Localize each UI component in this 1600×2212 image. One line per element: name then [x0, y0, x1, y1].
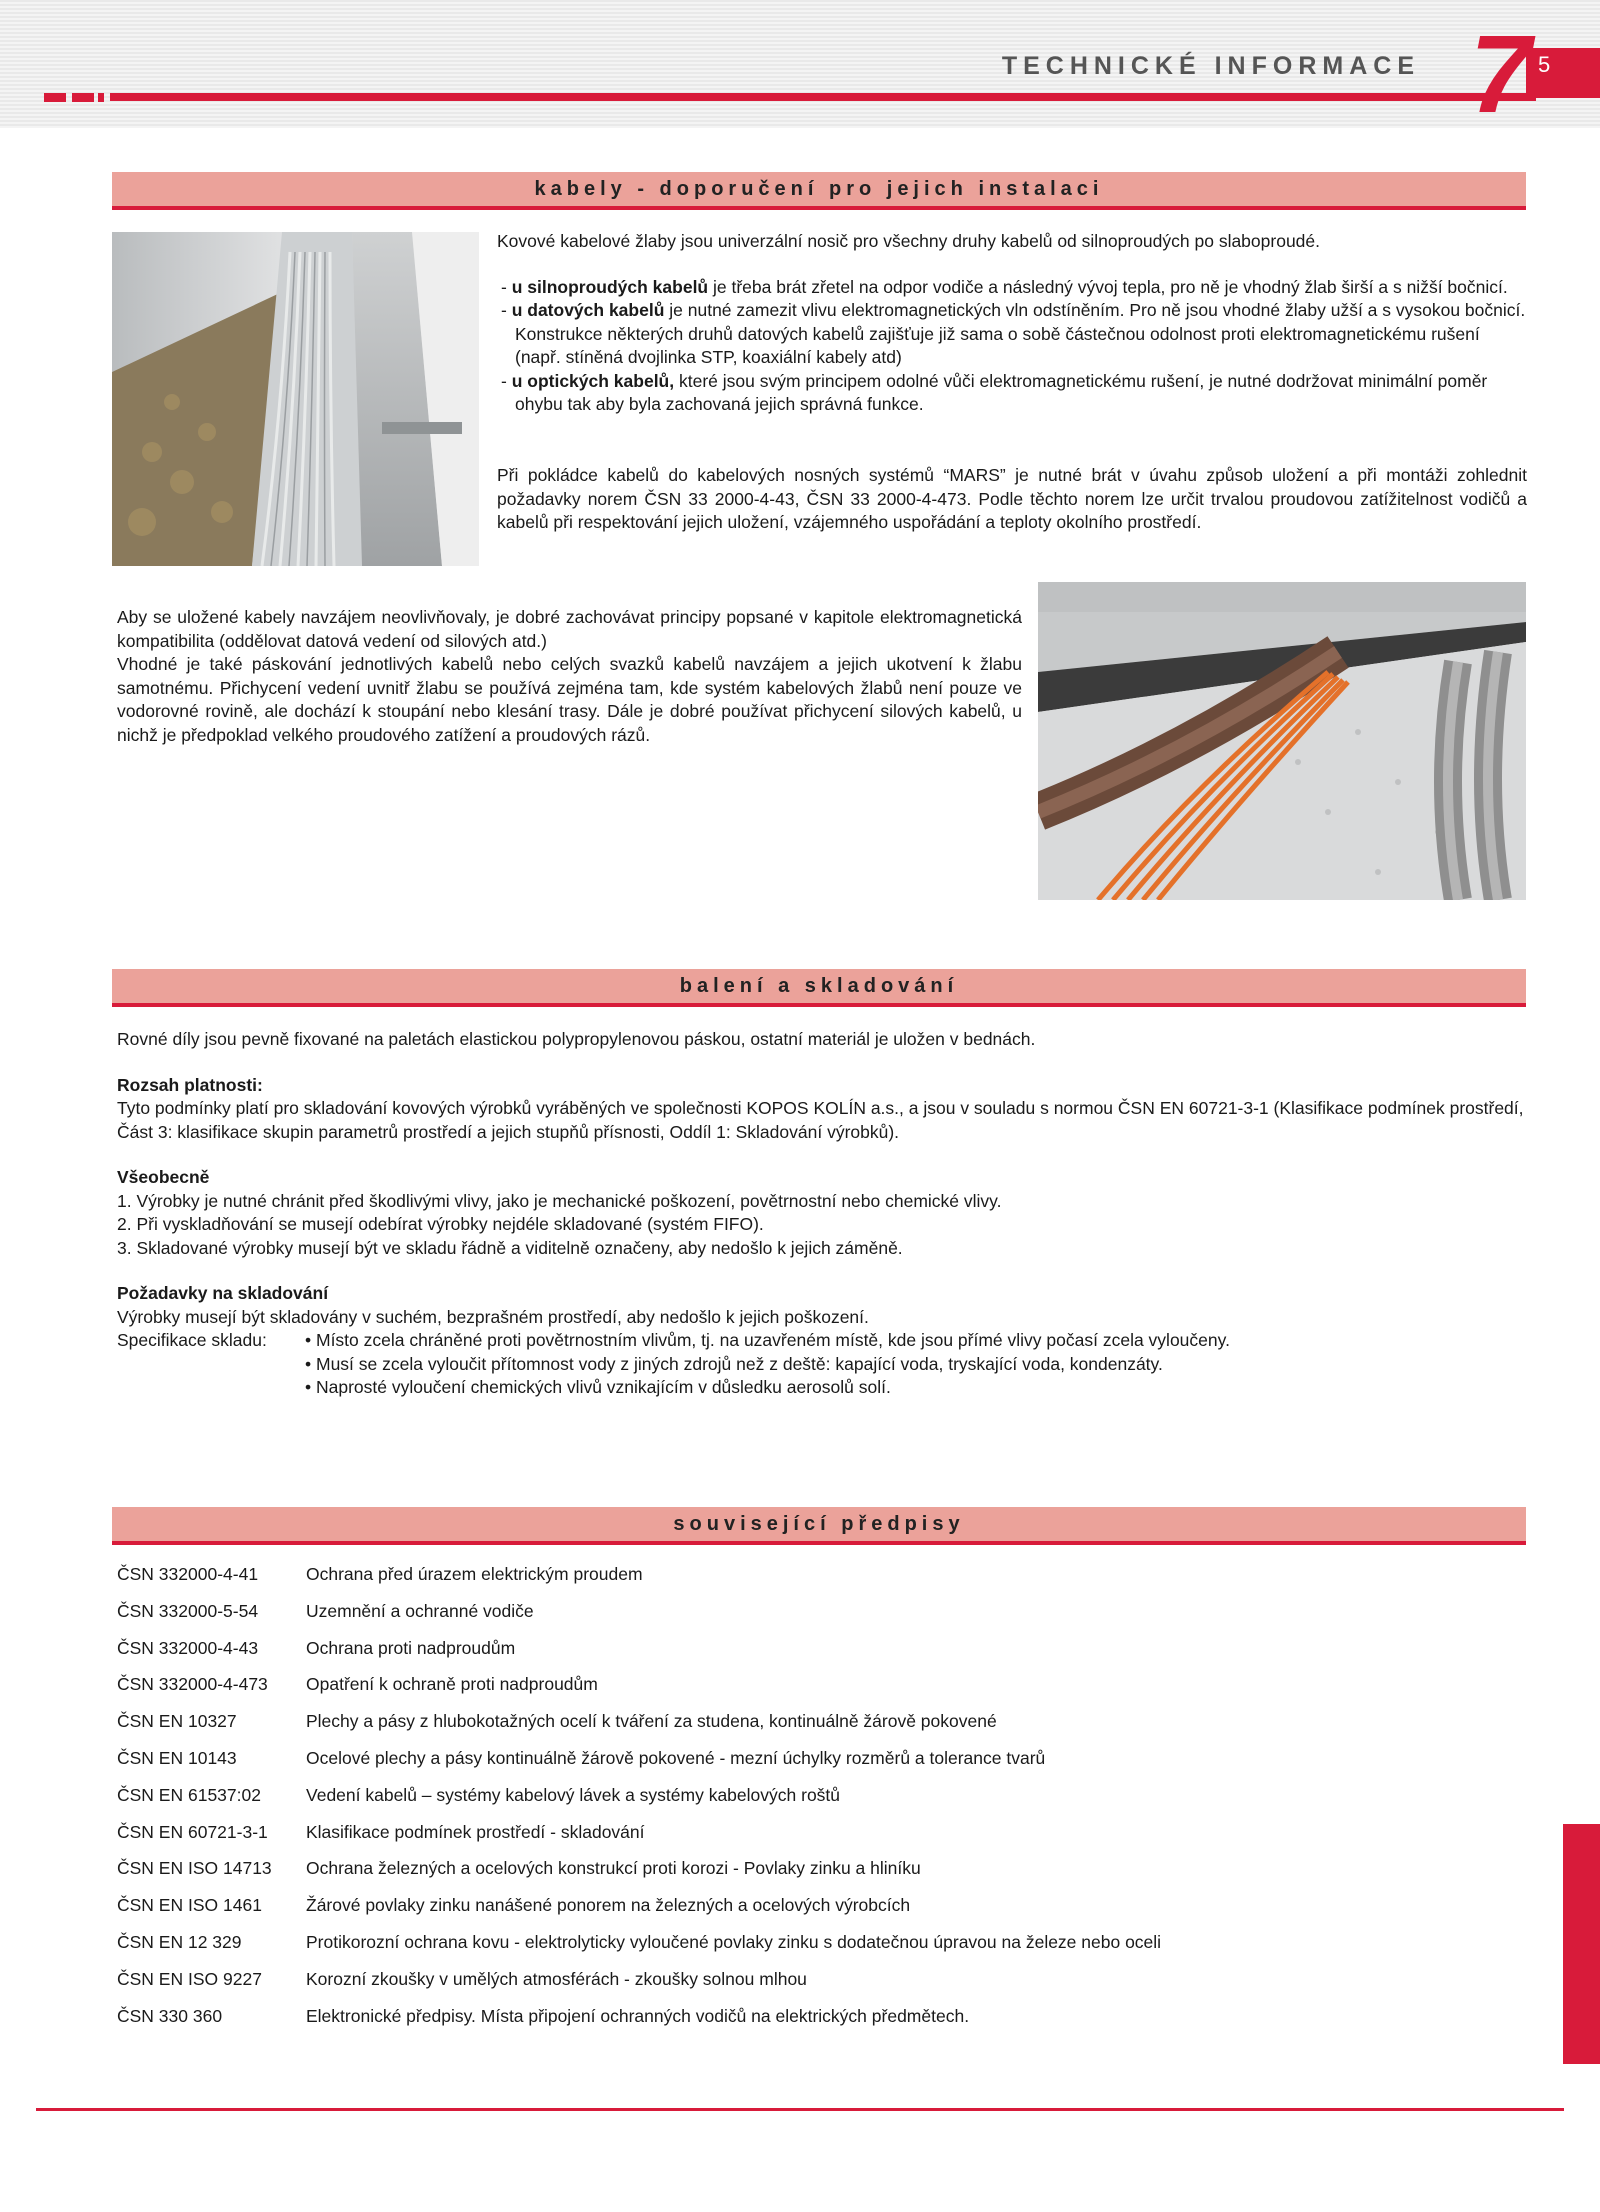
spec-item: • Musí se zcela vyloučit přítomnost vody z jiných zdrojů než z deště: kapající voda, tryskající voda, kondenzáty.	[305, 1353, 1163, 1374]
general-item: 3. Skladované výrobky musejí být ve skladu řádně a viditelně označeny, aby nedošlo k jejich záměně.	[117, 1237, 903, 1258]
standard-code: ČSN EN 12 329	[117, 1932, 242, 1952]
standard-code: ČSN EN 61537:02	[117, 1784, 261, 1805]
requirements-heading: Požadavky na skladování	[117, 1283, 329, 1303]
scope-heading: Rozsah platnosti:	[117, 1074, 263, 1095]
standard-description: Elektronické předpisy. Místa připojení ochranných vodičů na elektrických předmětech.	[306, 2005, 970, 2026]
spec-item: • Místo zcela chráněné proti povětrnostním vlivům, tj. na uzavřeném místě, kde jsou přímé vlivy počasí zcela vyloučeny.	[305, 1330, 1230, 1350]
norms-paragraph: Při pokládce kabelů do kabelových nosných systémů “MARS” je nutné brát v úvahu způsob uložení a při montáži zohlednit požadavky norem ČSN 33 2000-4-43, ČSN 33 2000-4-473. Podle těchto norem lze určit trvalou proudovou zatížitelnost vodičů a kabelů při respektování jejich uložení, vzájemného uspořádání a teploty okolního prostředí.	[497, 465, 1527, 532]
standard-code: ČSN EN ISO 9227	[117, 1968, 262, 1989]
emc-paragraph: Aby se uložené kabely navzájem neovlivňovaly, je dobré zachovávat principy popsané v kapitole elektromagnetická kompatibilita (oddělovat datová vedení od silových atd.)	[117, 607, 1022, 651]
scope-text: Tyto podmínky platí pro skladování kovových výrobků vyráběných ve společnosti KOPOS KOLÍN a.s., a jsou v souladu s normou ČSN EN 60721-3-1 (Klasifikace podmínek prostředí, Část 3: klasifikace skupin parametrů prostředí a jejich stupňů přísnosti, Oddíl 1: Skladování výrobků).	[117, 1098, 1524, 1142]
fastening-paragraph: Vhodné je také páskování jednotlivých kabelů nebo celých svazků kabelů navzájem a jejich ukotvení k žlabu samotnému. Přichycení vedení uvnitř žlabu se používá zejména tam, kde systém kabelových žlabů není pouze ve vodorovné rovině, ale dochází k stoupání nebo klesání trasy. Dále je dobré používat přichycení silových kabelů, u nichž je předpoklad velkého proudového zatížení a proudových rázů.	[117, 654, 1022, 745]
standard-description: Opatření k ochraně proti nadproudům	[306, 1674, 598, 1695]
general-item: 2. Při vyskladňování se musejí odebírat výrobky nejdéle skladované (systém FIFO).	[117, 1214, 764, 1234]
packaging-intro: Rovné díly jsou pevně fixované na paletách elastickou polypropylenovou páskou, ostatní materiál je uložen v bednách.	[117, 1029, 1036, 1049]
standard-description: Plechy a pásy z hlubokotažných ocelí k tváření za studena, kontinuálně žárově pokovené	[306, 1711, 997, 1732]
standard-code: ČSN 332000-4-41	[117, 1564, 259, 1584]
standard-description: Ochrana před úrazem elektrickým proudem	[306, 1564, 643, 1584]
spec-item: • Naprosté vyloučení chemických vlivů vznikajícím v důsledku aerosolů solí.	[305, 1377, 891, 1397]
cable-tray-photo	[112, 232, 479, 566]
standard-description: Uzemnění a ochranné vodiče	[306, 1600, 534, 1621]
standard-description: Protikorozní ochrana kovu - elektrolyticky vyloučené povlaky zinku s dodatečnou úpravou na železe nebo oceli	[306, 1932, 1162, 1952]
general-item: 1. Výrobky je nutné chránit před škodlivými vlivy, jako je mechanické poškození, povětrnostní nebo chemické vlivy.	[117, 1190, 1002, 1211]
side-tab	[1563, 1824, 1600, 2064]
list-item: - u optických kabelů, které jsou svým principem odolné vůči elektromagnetickému rušení, je nutné dodržovat minimální poměr ohybu tak aby byla zachovaná jejich správná funkce.	[501, 370, 1488, 414]
standard-description: Ocelové plechy a pásy kontinuálně žárově pokovené - mezní úchylky rozměrů a tolerance tvarů	[306, 1748, 1046, 1768]
standard-code: ČSN EN 60721-3-1	[117, 1821, 268, 1842]
standard-code: ČSN 332000-4-43	[117, 1637, 259, 1658]
standard-code: ČSN 332000-4-473	[117, 1674, 268, 1695]
section-header-regulations: související předpisy	[112, 1507, 1526, 1545]
list-item: - u datových kabelů je nutné zamezit vlivu elektromagnetických vln odstíněním. Pro ně jsou vhodné žlaby užší a s vysokou bočnicí. Konstrukce některých druhů datových kabelů zajišťuje již sama o sobě částečnou odolnost proti elektromagnetickému rušení (např. stíněná dvojlinka STP, koaxiální kabely atd)	[501, 300, 1526, 367]
header-decor-square	[98, 93, 104, 102]
section-header-packaging: balení a skladování	[112, 969, 1526, 1007]
requirements-text: Výrobky musejí být skladovány v suchém, bezprašném prostředí, aby nedošlo k jejich poškození.	[117, 1306, 869, 1327]
header-decor-square	[44, 93, 66, 102]
standard-code: ČSN EN 10143	[117, 1748, 237, 1768]
page-title: TECHNICKÉ INFORMACE	[1001, 52, 1420, 80]
header-rule	[110, 93, 1536, 101]
general-heading: Všeobecně	[117, 1167, 210, 1187]
header-decor-square	[72, 93, 94, 102]
footer-rule	[36, 2108, 1564, 2111]
list-item: - u silnoproudých kabelů je třeba brát zřetel na odpor vodiče a následný vývoj tepla, pro ně je vhodný žlab širší a s nižší bočnicí.	[501, 276, 1508, 297]
standard-code: ČSN EN 10327	[117, 1711, 237, 1732]
standard-description: Ochrana proti nadproudům	[306, 1637, 516, 1658]
standard-code: ČSN 332000-5-54	[117, 1600, 259, 1621]
spec-label: Specifikace skladu:	[117, 1330, 267, 1350]
intro-paragraph: Kovové kabelové žlaby jsou univerzální nosič pro všechny druhy kabelů od silnoproudých po slaboproudé.	[497, 231, 1321, 251]
standard-description: Ochrana železných a ocelových konstrukcí proti korozi - Povlaky zinku a hliníku	[306, 1858, 921, 1879]
standard-code: ČSN EN ISO 1461	[117, 1895, 262, 1916]
standard-description: Vedení kabelů – systémy kabelový lávek a systémy kabelových roštů	[306, 1784, 841, 1805]
page-number: 5	[1538, 52, 1551, 77]
section-header-cables: kabely - doporučení pro jejich instalaci	[112, 172, 1526, 210]
standard-description: Žárové povlaky zinku nanášené ponorem na železných a ocelových výrobcích	[306, 1895, 911, 1916]
standard-description: Klasifikace podmínek prostředí - skladování	[306, 1821, 645, 1842]
standard-code: ČSN 330 360	[117, 2005, 223, 2026]
chapter-number: 7	[1470, 13, 1532, 136]
standard-description: Korozní zkoušky v umělých atmosférách - zkoušky solnou mlhou	[306, 1968, 807, 1989]
standard-code: ČSN EN ISO 14713	[117, 1858, 272, 1879]
cables-in-tray-photo	[1038, 582, 1526, 900]
